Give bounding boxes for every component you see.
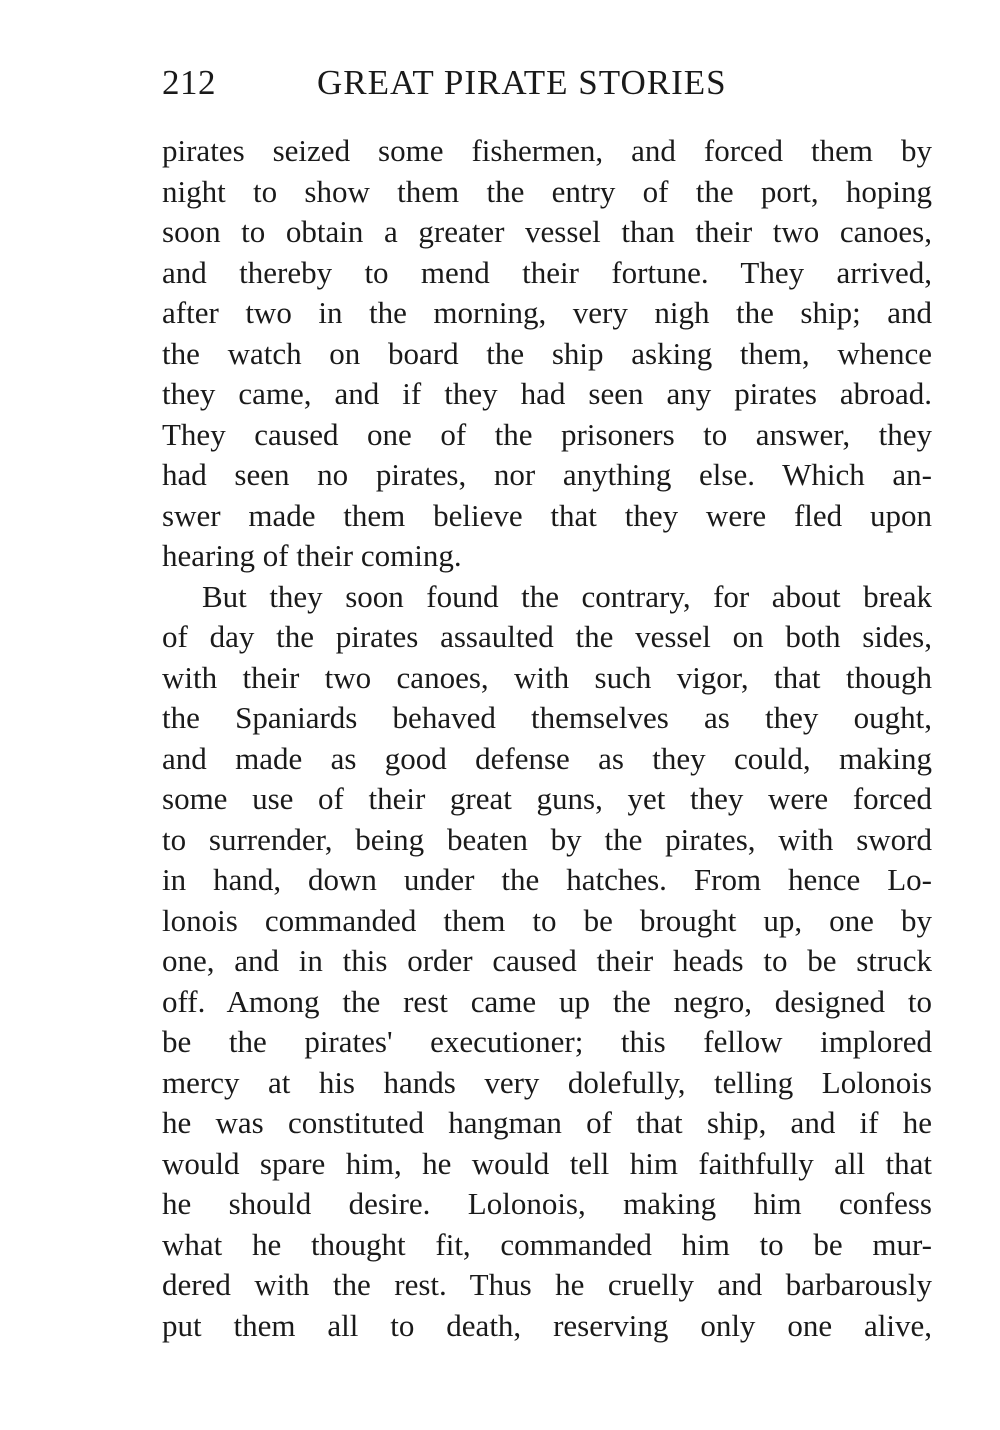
text-line: what he thought fit, commanded him to be mur- <box>162 1226 932 1262</box>
text-line: be the pirates' executioner; this fellow implored <box>162 1024 932 1059</box>
text-line: They caused one of the prisoners to answer, they <box>162 416 932 452</box>
text-line: some use of their great guns, yet they were forced <box>162 781 932 816</box>
text-line: swer made them believe that they were fled upon <box>162 497 932 533</box>
page-number: 212 <box>162 63 216 102</box>
running-header <box>162 58 932 108</box>
text-line: dered with the rest. Thus he cruelly and barbarously <box>162 1267 932 1302</box>
text-line: had seen no pirates, nor anything else. Which an- <box>162 457 932 492</box>
text-line: one, and in this order caused their heads to be struck <box>162 943 932 978</box>
text-line: and made as good defense as they could, making <box>162 740 932 776</box>
text-line: with their two canoes, with such vigor, that though <box>162 659 932 695</box>
paragraph <box>162 131 932 577</box>
text-line: they came, and if they had seen any pirates abroad. <box>162 376 932 411</box>
text-line: to surrender, being beaten by the pirates, with sword <box>162 821 932 857</box>
text-line: he should desire. Lolonois, making him confess <box>162 1186 932 1221</box>
text-line: and thereby to mend their fortune. They arrived, <box>162 254 932 290</box>
text-line: night to show them the entry of the port, hoping <box>162 173 932 209</box>
text-line: But they soon found the contrary, for about break <box>202 578 932 614</box>
text-line: hearing of their coming. <box>162 538 462 573</box>
text-line: after two in the morning, very nigh the ship; and <box>162 295 932 330</box>
text-line: of day the pirates assaulted the vessel on both sides, <box>162 619 932 654</box>
text-line: soon to obtain a greater vessel than their two canoes, <box>162 214 932 249</box>
body-text <box>162 131 932 1346</box>
text-line: the Spaniards behaved themselves as they ought, <box>162 700 932 735</box>
text-line: pirates seized some fishermen, and forced them by <box>162 133 932 168</box>
running-title: GREAT PIRATE STORIES <box>317 63 727 102</box>
text-line: he was constituted hangman of that ship, and if he <box>162 1105 932 1140</box>
paragraph <box>162 577 932 1347</box>
text-line: off. Among the rest came up the negro, designed to <box>162 983 932 1019</box>
text-line: in hand, down under the hatches. From hence Lo- <box>162 862 932 897</box>
text-line: the watch on board the ship asking them, whence <box>162 335 932 371</box>
text-line: lonois commanded them to be brought up, one by <box>162 902 932 938</box>
text-line: would spare him, he would tell him faithfully all that <box>162 1145 932 1181</box>
text-line: mercy at his hands very dolefully, telling Lolonois <box>162 1064 932 1100</box>
text-line: put them all to death, reserving only one alive, <box>162 1307 932 1343</box>
